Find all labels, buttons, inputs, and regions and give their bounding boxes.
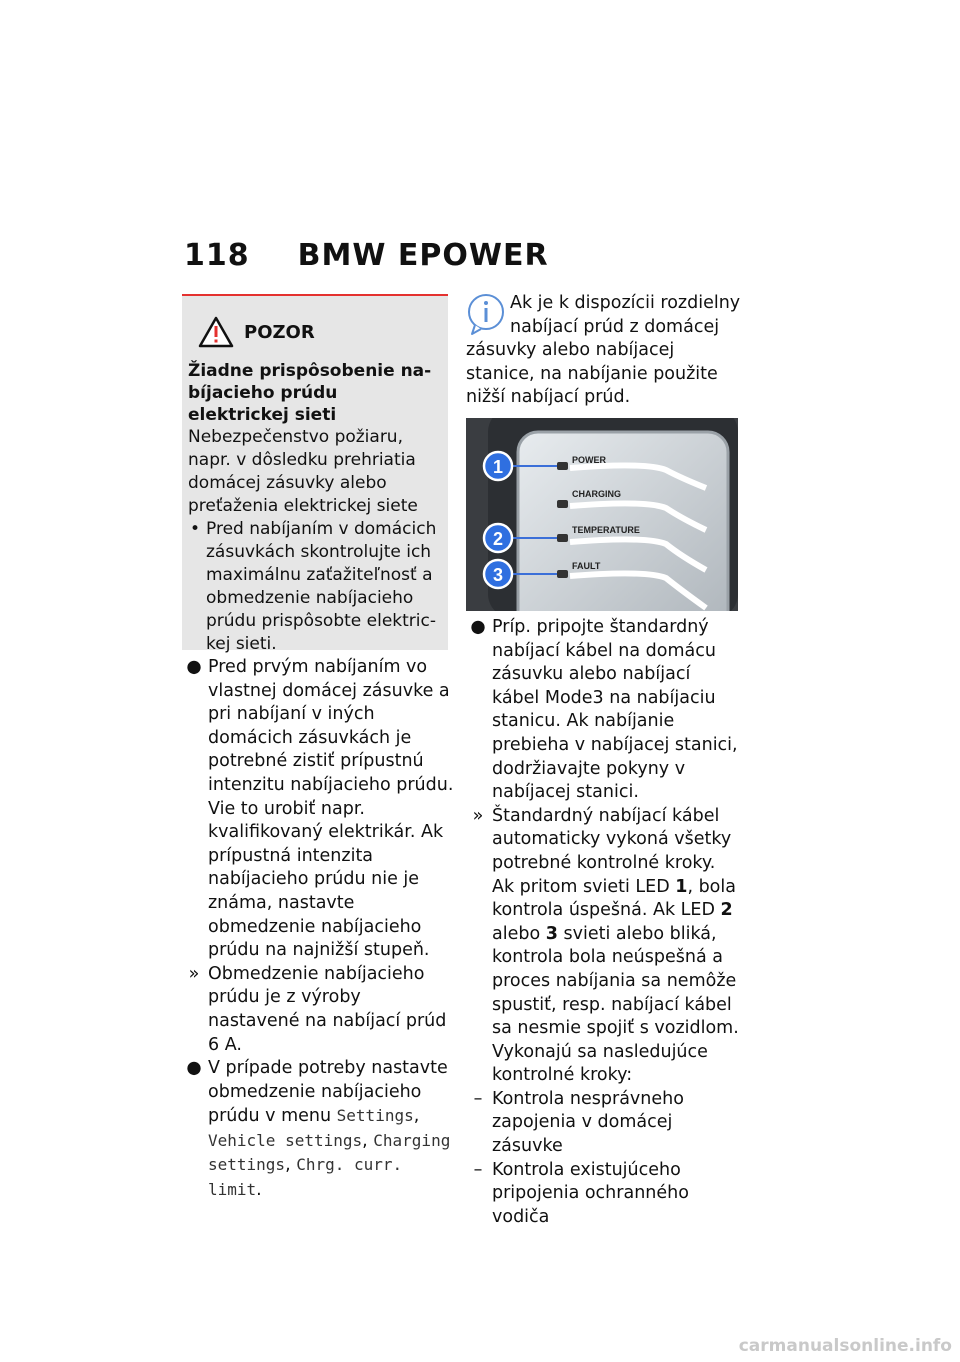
- callout-number: 3: [492, 565, 504, 585]
- bullet-dot: ●: [186, 657, 202, 677]
- list-item: [466, 805, 742, 1088]
- watermark: carmanualsonline.info: [738, 1336, 952, 1356]
- item-text: Štandardný nabíjací kábel automaticky vykoná všetky potrebné kontrolné kroky. Ak pritom svieti LED: [492, 805, 732, 897]
- warning-subtitle: Žiadne prispôsobenie nabíjacieho prúdu elektrickej sieti: [188, 361, 432, 425]
- item-text: Príp. pripojte štandardný nabíjací kábel na domácu zásuvku alebo nabíjací kábel Mode3 na nabíjaciu stanicu. Ak nabíjanie prebieha v nabíjacej stanici, dodržiavajte pokyny v nabíjacej stanici.: [492, 617, 738, 803]
- led-ref: 2: [720, 900, 733, 921]
- led-fault: [557, 570, 568, 578]
- callout-number: 1: [492, 457, 504, 477]
- list-item: [466, 1159, 742, 1230]
- list-item: [182, 656, 454, 963]
- dash-marker: –: [473, 1159, 483, 1180]
- warning-triangle-icon: [198, 316, 234, 348]
- charger-led-panel: [466, 418, 738, 611]
- led-label-charging: CHARGING: [572, 489, 621, 499]
- bullet-dot: ●: [470, 617, 486, 637]
- led-label-power: POWER: [572, 455, 607, 465]
- item-text: svieti alebo bliká, kontrola bola neúspešná a proces nabíjania sa nemôže spustiť, resp. nabíjací kábel sa nesmie spojiť s vozidlom. Vykonajú sa nasledujúce kontrolné kroky:: [492, 923, 739, 1086]
- info-icon: [466, 292, 506, 336]
- item-text: V prípade potreby nastavte obmedzenie nabíjacieho prúdu v menu: [208, 1058, 448, 1127]
- dash-marker: –: [473, 1088, 483, 1109]
- item-text: alebo: [492, 923, 541, 944]
- callout-number: 2: [492, 529, 504, 549]
- led-temperature: [557, 534, 568, 542]
- item-text: Kontrola nesprávneho zapojenia v domácej zásuvke: [492, 1088, 684, 1157]
- item-text: Obmedzenie nabíjacieho prúdu je z výroby nastavené na nabíjací prúd 6 A.: [208, 963, 447, 1055]
- item-text: Kontrola existujúceho pripojenia ochranného vodiča: [492, 1159, 689, 1227]
- info-text: Ak je k dispozícii rozdielny nabíjací prúd z domácej zásuvky alebo nabíjacej stanice, na nabíjanie použite nižší nabíjací prúd.: [466, 293, 741, 408]
- list-item: [466, 616, 742, 805]
- page-header: [184, 238, 549, 273]
- menu-path: Vehicle settings: [208, 1130, 363, 1150]
- led-charging: [557, 500, 568, 508]
- item-text: , bola kontrola úspešná. Ak LED: [492, 876, 736, 921]
- warning-bullet: • Pred nabíjaním v domácich zásuvkách skontrolujte ich maximálnu zaťažiteľnosť a obmedzenie nabíjacieho prúdu prispôsobte elektrickej sieti.: [188, 518, 442, 656]
- warning-label: POZOR: [244, 321, 315, 343]
- bullet-dot: ●: [186, 1058, 202, 1079]
- warning-text: Nebezpečenstvo požiaru, napr. v dôsledku prehriatia domácej zásuvky alebo preťaženia elektrickej siete: [188, 427, 418, 516]
- menu-path: Settings: [336, 1106, 414, 1126]
- result-arrow-icon: »: [188, 963, 200, 984]
- right-column: [466, 616, 742, 1229]
- list-item: [466, 1088, 742, 1159]
- menu-path: Charging settings: [208, 1130, 451, 1175]
- led-power: [557, 462, 568, 470]
- item-text: Pred prvým nabíjaním vo vlastnej domácej zásuvke a pri nabíjaní v iných domácich zásuvkách je potrebné zistiť prípustnú intenzitu nabíjacieho prúdu. Vie to urobiť napr. kvalifikovaný elektrikár. Ak prípustná intenzita nabíjacieho prúdu nie je známa, nastavte obmedzenie nabíjacieho prúdu na najnižší stupeň.: [208, 657, 454, 961]
- page-number: 118: [184, 238, 250, 273]
- led-label-temperature: TEMPERATURE: [572, 525, 640, 535]
- info-note: [466, 292, 742, 410]
- list-item: ● V prípade potreby nastavte obmedzenie nabíjacieho prúdu v menu Settings, Vehicle settings, Charging settings, Chrg. curr. limit.: [182, 1057, 454, 1203]
- led-ref: 3: [545, 923, 558, 944]
- charger-led-photo: [466, 418, 738, 611]
- result-arrow-icon: »: [472, 805, 484, 826]
- left-column: [182, 656, 454, 1203]
- section-title: BMW EPOWER: [297, 238, 549, 273]
- menu-path: Chrg. curr. limit: [208, 1155, 403, 1200]
- led-ref: 1: [675, 876, 688, 897]
- list-item: [182, 963, 454, 1057]
- led-label-fault: FAULT: [572, 561, 601, 571]
- warning-box: [182, 294, 448, 654]
